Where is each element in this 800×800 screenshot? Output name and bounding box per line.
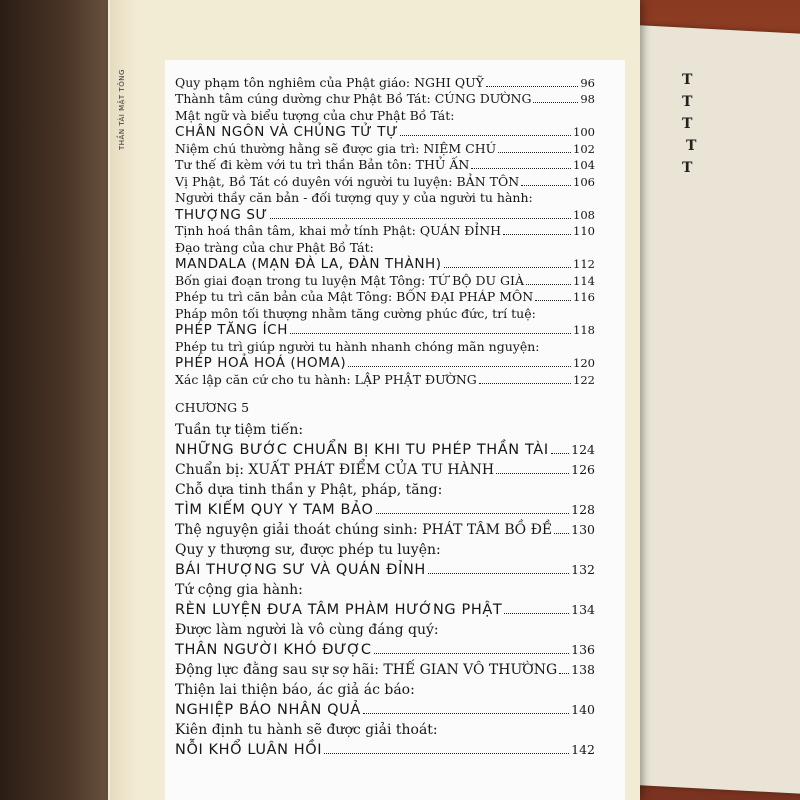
- next-page-letter: T: [682, 94, 693, 110]
- dot-leader: [486, 86, 578, 87]
- dot-leader: [526, 284, 571, 285]
- toc-entry: [175, 678, 595, 698]
- toc-entry-title: Thệ nguyện giải thoát chúng sinh: PHÁT TÂM BỒ ĐỀ: [175, 521, 553, 538]
- toc-entry-title: Quy y thượng sư, được phép tu luyện:: [175, 541, 441, 558]
- toc-entry-title: Pháp môn tối thượng nhằm tăng cường phúc đức, trí tuệ:: [175, 305, 536, 321]
- toc-entry-title: BÁI THƯỢNG SƯ VÀ QUÁN ĐỈNH: [175, 561, 426, 578]
- toc-entry-page: 138: [571, 661, 595, 677]
- toc-entry-title: Động lực đằng sau sự sợ hãi: THẾ GIAN VÔ THƯỜNG: [175, 661, 558, 678]
- toc-entry-page: 118: [573, 323, 595, 337]
- toc-entry: [175, 322, 595, 339]
- toc-entry: [175, 438, 595, 458]
- dot-leader: [551, 453, 569, 454]
- toc-entry: [175, 698, 595, 718]
- toc-entry: [175, 190, 595, 207]
- toc-entry-title: Mật ngữ và biểu tượng của chư Phật Bồ Tát:: [175, 107, 455, 123]
- toc-entry-page: 102: [573, 141, 595, 156]
- toc-entry-title: Phép tu trì căn bản của Mật Tông: BỐN ĐẠI PHÁP MÔN: [175, 289, 534, 304]
- toc-entry-page: 106: [573, 174, 595, 189]
- toc-entry-title: NHỮNG BƯỚC CHUẨN BỊ KHI TU PHÉP THẦN TÀI: [175, 441, 549, 458]
- toc-entry-page: 116: [573, 290, 595, 304]
- toc-entry-page: 134: [571, 601, 595, 617]
- toc-entry: [175, 206, 595, 223]
- toc-entry-page: 110: [573, 224, 595, 238]
- toc-entry-title: Đạo tràng của chư Phật Bồ Tát:: [175, 239, 374, 255]
- toc-entry: [175, 173, 595, 190]
- toc-entry: [175, 74, 595, 91]
- toc-entry-page: 104: [573, 158, 595, 172]
- toc-entry-title: Tuần tự tiệm tiến:: [175, 421, 304, 438]
- dot-leader: [324, 753, 569, 754]
- toc-entry-title: Niệm chú thường hằng sẽ được gia trì: NIỆM CHÚ: [175, 140, 497, 156]
- next-page: [630, 25, 800, 795]
- toc-entry: [175, 578, 595, 598]
- toc-entry-title: Kiên định tu hành sẽ được giải thoát:: [175, 721, 438, 738]
- toc-entry-title: Xác lập căn cứ cho tu hành: LẬP PHẬT ĐƯỜNG: [175, 371, 477, 387]
- toc-entry: [175, 478, 595, 498]
- toc-entry: [175, 558, 595, 578]
- toc-entry: [175, 289, 595, 306]
- toc-entry-title: TÌM KIẾM QUY Y TAM BẢO: [175, 501, 374, 518]
- toc-entry-page: 120: [573, 356, 595, 370]
- chapter-heading: CHƯƠNG 5: [175, 399, 250, 415]
- dot-leader: [400, 135, 571, 136]
- toc-entry-title: PHÉP HOẢ HOÁ (HOMA): [175, 355, 347, 371]
- toc-entry-title: Tư thế đi kèm với tu trì thần Bản tôn: THỦ ẤN: [175, 157, 470, 172]
- toc-entry-page: 112: [573, 257, 595, 271]
- toc-entry-title: THƯỢNG SƯ: [175, 206, 268, 223]
- toc-entry: [175, 598, 595, 618]
- dot-leader: [290, 333, 571, 334]
- toc-entry-title: MANDALA (MẠN ĐÀ LA, ĐÀN THÀNH): [175, 256, 442, 272]
- toc-entry: [175, 256, 595, 273]
- dot-leader: [559, 673, 569, 674]
- toc-entry-page: 126: [571, 461, 595, 477]
- toc-entry-page: 132: [571, 561, 595, 577]
- toc-entry: [175, 272, 595, 289]
- dot-leader: [554, 533, 569, 534]
- toc-entry: [175, 338, 595, 355]
- dot-leader: [535, 300, 571, 301]
- table-of-contents: [175, 74, 595, 758]
- toc-entry-page: 114: [573, 273, 595, 288]
- toc-entry-title: Chỗ dựa tinh thần y Phật, pháp, tăng:: [175, 481, 443, 498]
- toc-entry: [175, 538, 595, 558]
- toc-entry: [175, 140, 595, 157]
- dot-leader: [521, 185, 571, 186]
- toc-entry-title: Người thầy căn bản - đối tượng quy y của người tu hành:: [175, 190, 533, 205]
- dot-leader: [376, 513, 570, 514]
- toc-entry: [175, 618, 595, 638]
- toc-entry-title: Chuẩn bị: XUẤT PHÁT ĐIỂM CỦA TU HÀNH: [175, 461, 495, 478]
- toc-entry: [175, 638, 595, 658]
- next-page-letter: T: [682, 72, 693, 88]
- toc-entry-page: 128: [571, 501, 595, 517]
- toc-entry-title: PHÉP TĂNG ÍCH: [175, 322, 288, 338]
- toc-entry-title: Thành tâm cúng dường chư Phật Bồ Tát: CÚNG DƯỜNG: [175, 91, 532, 106]
- dot-leader: [471, 168, 571, 169]
- toc-entry: [175, 355, 595, 372]
- dot-leader: [444, 267, 571, 268]
- dot-leader: [496, 473, 569, 474]
- toc-entry-title: Bốn giai đoạn trong tu luyện Mật Tông: TỨ BỘ DU GIÀ: [175, 272, 525, 288]
- toc-entry: [175, 107, 595, 124]
- toc-entry-title: Thiện lai thiện báo, ác giả ác báo:: [175, 681, 415, 698]
- toc-entry-page: 142: [571, 741, 595, 757]
- toc-entry-page: 122: [573, 372, 595, 387]
- dot-leader: [363, 713, 569, 714]
- toc-entry-title: Phép tu trì giúp người tu hành nhanh chóng mãn nguyện:: [175, 338, 540, 354]
- toc-entry-title: Vị Phật, Bồ Tát có duyên với người tu luyện: BẢN TÔN: [175, 173, 520, 189]
- toc-entry: [175, 518, 595, 538]
- toc-part-2: [175, 418, 595, 758]
- toc-entry: [175, 91, 595, 108]
- toc-entry: [175, 458, 595, 478]
- toc-entry-title: Tịnh hoá thân tâm, khai mở tính Phật: QUÁN ĐỈNH: [175, 223, 502, 238]
- dot-leader: [428, 573, 569, 574]
- toc-entry-title: NGHIỆP BÁO NHÂN QUẢ: [175, 701, 361, 718]
- toc-entry-page: 130: [571, 521, 595, 537]
- next-page-letter: T: [686, 138, 697, 154]
- toc-entry: [175, 223, 595, 240]
- toc-entry-title: THÂN NGƯỜI KHÓ ĐƯỢC: [175, 641, 372, 658]
- toc-entry-page: 140: [571, 701, 595, 717]
- toc-entry-title: Quy phạm tôn nghiêm của Phật giáo: NGHI QUỸ: [175, 74, 484, 90]
- toc-entry: [175, 658, 595, 678]
- dot-leader: [374, 653, 569, 654]
- toc-entry: [175, 738, 595, 758]
- dot-leader: [498, 152, 571, 153]
- toc-entry: [175, 305, 595, 322]
- toc-entry-page: 108: [573, 207, 595, 222]
- background-left: [0, 0, 110, 800]
- running-head: THẦN TÀI MẬT TÔNG: [118, 69, 126, 150]
- toc-entry-title: CHÂN NGÔN VÀ CHỦNG TỬ TỰ: [175, 124, 399, 140]
- dot-leader: [533, 102, 578, 103]
- dot-leader: [504, 613, 569, 614]
- dot-leader: [270, 218, 571, 219]
- toc-entry: [175, 418, 595, 438]
- toc-entry-title: NỖI KHỔ LUÂN HỒI: [175, 741, 323, 758]
- toc-part-1: [175, 74, 595, 388]
- toc-entry: [175, 157, 595, 174]
- toc-entry-title: Được làm người là vô cùng đáng quý:: [175, 621, 439, 638]
- toc-entry: [175, 239, 595, 256]
- toc-entry: [175, 124, 595, 141]
- toc-entry-title: RÈN LUYỆN ĐƯA TÂM PHÀM HƯỚNG PHẬT: [175, 601, 503, 618]
- toc-entry-page: 136: [571, 641, 595, 657]
- toc-entry-page: 96: [580, 75, 595, 90]
- next-page-letter: T: [682, 160, 693, 176]
- dot-leader: [503, 234, 571, 235]
- dot-leader: [479, 383, 571, 384]
- toc-entry-title: Tứ cộng gia hành:: [175, 581, 303, 598]
- toc-entry: [175, 498, 595, 518]
- next-page-letter: T: [682, 116, 693, 132]
- toc-entry-page: 98: [580, 92, 595, 106]
- toc-entry: [175, 718, 595, 738]
- toc-entry-page: 124: [571, 441, 595, 457]
- toc-entry: [175, 371, 595, 388]
- dot-leader: [348, 366, 571, 367]
- toc-entry-page: 100: [573, 125, 595, 139]
